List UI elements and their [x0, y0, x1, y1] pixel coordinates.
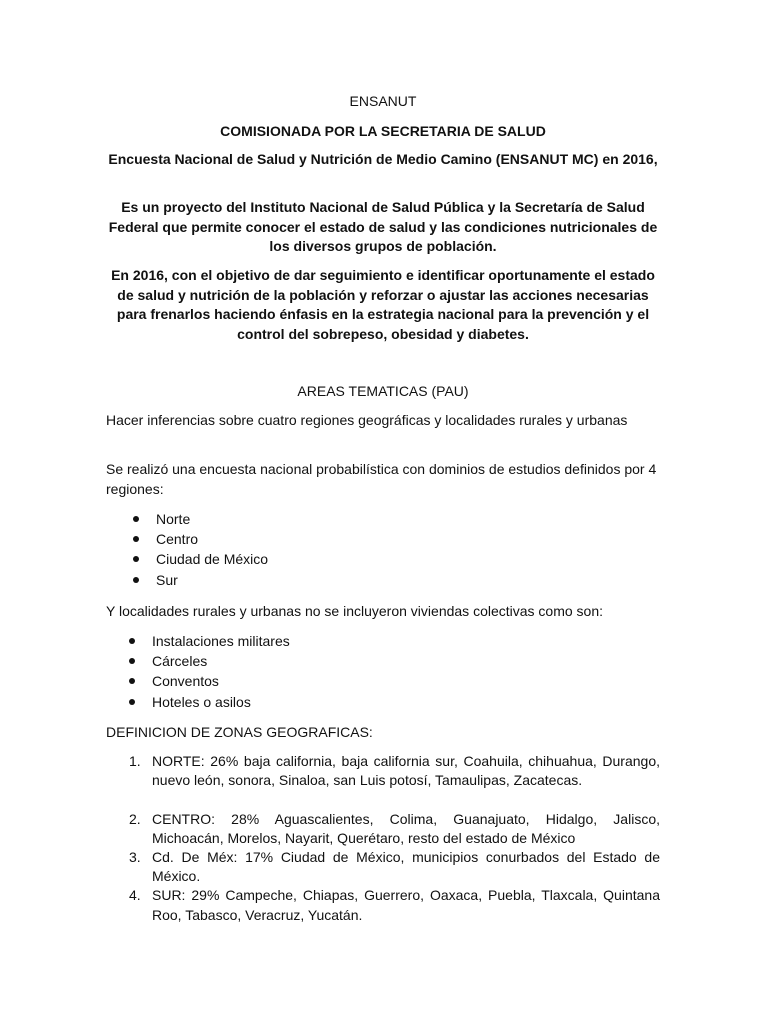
list-item — [133, 509, 268, 529]
bullet-icon — [133, 556, 139, 562]
paragraph-survey: Se realizó una encuesta nacional probabilística con dominios de estudios definidos por 4 regiones: — [106, 461, 657, 497]
bullet-icon — [133, 536, 139, 542]
bullet-icon — [129, 699, 135, 705]
bullet-icon — [129, 678, 135, 684]
exclusion-label: Hoteles o asilos — [152, 693, 251, 710]
zone-text: CENTRO: 28% Aguascalientes, Colima, Guanajuato, Hidalgo, Jalisco, Michoacán, Morelos, Nayarit, Querétaro, resto del estado de México — [152, 810, 660, 846]
region-label: Sur — [156, 571, 178, 588]
bullet-icon — [133, 577, 139, 583]
document-title: ENSANUT — [349, 93, 417, 109]
list-number: 1. — [129, 753, 141, 769]
list-number: 4. — [129, 887, 141, 904]
bullet-icon — [129, 638, 135, 644]
zone-text: Cd. De Méx: 17% Ciudad de México, municipios conurbados del Estado de México. — [152, 848, 660, 885]
list-item — [129, 671, 290, 691]
list-item — [106, 810, 660, 848]
intro-paragraph-project: Es un proyecto del Instituto Nacional de Salud Pública y la Secretaría de Salud Federal que permite conocer el estado de salud y las condiciones nutricionales de los diversos grupos de población. — [108, 199, 658, 254]
list-item — [129, 631, 290, 651]
list-item — [106, 886, 660, 924]
exclusion-label: Cárceles — [152, 653, 208, 670]
zones-list — [106, 752, 660, 925]
paragraph-inferences: Hacer inferencias sobre cuatro regiones geográficas y localidades rurales y urbanas — [106, 412, 628, 428]
region-label: Ciudad de México — [156, 551, 269, 568]
list-item — [133, 529, 268, 549]
zone-text: SUR: 29% Campeche, Chiapas, Guerrero, Oaxaca, Puebla, Tlaxcala, Quintana Roo, Tabasco, Veracruz, Yucatán. — [152, 887, 660, 923]
list-number: 3. — [129, 848, 141, 865]
intro-paragraph-objective: En 2016, con el objetivo de dar seguimiento e identificar oportunamente el estado de salud y nutrición de la población y reforzar o ajustar las acciones necesarias para frenarlos haciendo énfasis en la estrategia nacional para la prevención y el control del sobrepeso, obesidad y diabetes. — [111, 267, 655, 342]
paragraph-exclusions: Y localidades rurales y urbanas no se incluyeron viviendas colectivas como son: — [106, 603, 604, 619]
bullet-icon — [133, 516, 139, 522]
list-item — [133, 570, 268, 590]
section-title-thematic-areas: AREAS TEMATICAS (PAU) — [297, 383, 469, 399]
definitions-title: DEFINICION DE ZONAS GEOGRAFICAS: — [106, 724, 373, 740]
region-label: Centro — [156, 531, 199, 548]
regions-list — [133, 509, 268, 590]
list-item — [106, 848, 660, 886]
intro-paragraph-survey-name: Encuesta Nacional de Salud y Nutrición de Medio Camino (ENSANUT MC) en 2016, — [108, 151, 658, 167]
document-subtitle: COMISIONADA POR LA SECRETARIA DE SALUD — [220, 123, 546, 139]
exclusions-list — [129, 631, 290, 712]
list-item — [129, 692, 290, 712]
bullet-icon — [129, 658, 135, 664]
list-item — [129, 651, 290, 671]
zone-text: NORTE: 26% baja california, baja california sur, Coahuila, chihuahua, Durango, nuevo león, sonora, Sinaloa, san Luis potosí, Tamaulipas, Zacatecas. — [152, 753, 660, 789]
region-label: Norte — [156, 511, 191, 527]
list-item — [133, 549, 268, 569]
exclusion-label: Instalaciones militares — [152, 633, 290, 649]
list-item — [106, 752, 660, 810]
exclusion-label: Conventos — [152, 673, 219, 690]
list-number: 2. — [129, 810, 141, 827]
